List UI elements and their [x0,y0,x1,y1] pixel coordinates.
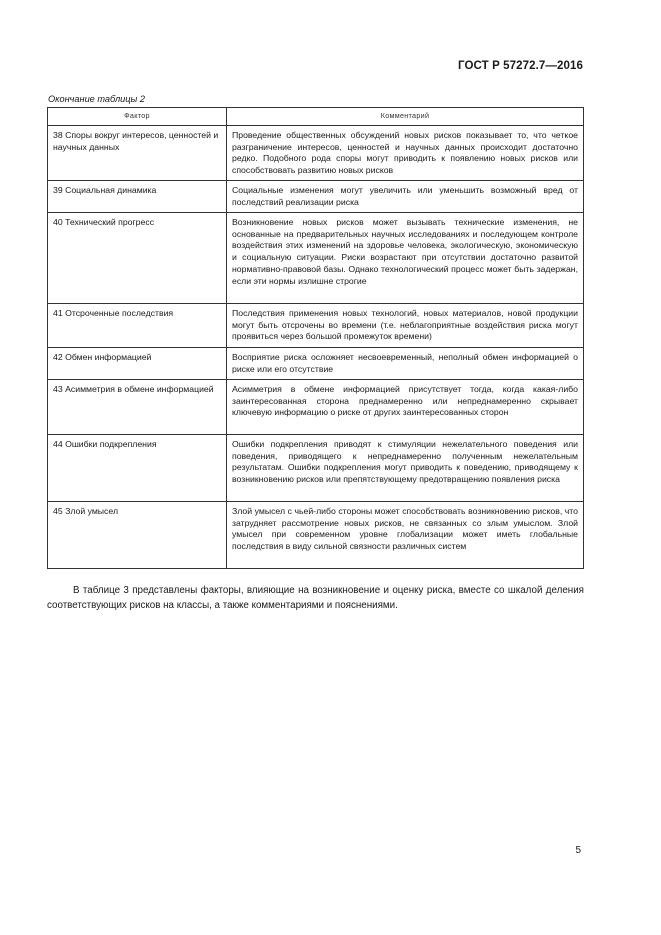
factor-cell: 41 Отсроченные последствия [48,304,227,348]
page-number: 5 [575,845,581,856]
table-row [48,213,584,304]
column-header-factor: Фактор [48,108,227,126]
comment-cell: Ошибки подкрепления приводят к стимуляции нежелательного поведения или поведения, приводящего к непреднамеренно полученным нежелательным результатам. Ошибки подкрепления могут приводить к поведению, приводящему к возникновению рисков или препятствующему предотвращению появления риска [227,435,584,502]
comment-cell: Возникновение новых рисков может вызывать технические изменения, не основанные на предварительных научных исследованиях и последующем контроле воздействия этих изменений на здоровье человека, экологическую, экономическую и социальную ситуации. Риски возрастают при отсутствии достаточно развитой нормативно-правовой базы. Однако технологический процесс может быть задержан, если эти нормы излишне строгие [227,213,584,304]
table-row [48,435,584,502]
factor-cell: 44 Ошибки подкрепления [48,435,227,502]
table-row [48,304,584,348]
comment-cell: Социальные изменения могут увеличить или уменьшить возможный вред от последствий реализации риска [227,181,584,213]
table-row [48,126,584,181]
comment-cell: Восприятие риска осложняет несвоевременный, неполный обмен информацией о риске или его отсутствие [227,348,584,380]
comment-cell: Злой умысел с чьей-либо стороны может способствовать возникновению рисков, что затрудняет рассмотрение новых рисков, не связанных со злым умыслом. Злой умысел при современном уровне глобализации может иметь глобальные последствия в виду сильной связности различных систем [227,502,584,569]
table-header-row [48,108,584,126]
factor-cell: 39 Социальная динамика [48,181,227,213]
factor-cell: 38 Споры вокруг интересов, ценностей и научных данных [48,126,227,181]
table-row [48,181,584,213]
factor-cell: 40 Технический прогресс [48,213,227,304]
table-row [48,502,584,569]
table-row [48,380,584,435]
factor-cell: 45 Злой умысел [48,502,227,569]
column-header-comment: Комментарий [227,108,584,126]
table-row [48,348,584,380]
factor-cell: 42 Обмен информацией [48,348,227,380]
factor-cell: 43 Асимметрия в обмене информацией [48,380,227,435]
comment-cell: Проведение общественных обсуждений новых рисков показывает то, что четкое разграничение интересов, ценностей и научных данных происходит достаточно редко. Подобного рода споры могут приводить к появлению новых рисков или способствовать развитию новых рисков [227,126,584,181]
table-caption: Окончание таблицы 2 [48,94,145,104]
comment-cell: Последствия применения новых технологий, новых материалов, новой продукции могут быть отсрочены во времени (т.е. неблагоприятные воздействия риска могут проявиться через большой промежуток времени) [227,304,584,348]
factors-table [47,107,584,569]
body-paragraph: В таблице 3 представлены факторы, влияющие на возникновение и оценку риска, вместе со шкалой деления соответствующих рисков на классы, а также комментариями и пояснениями. [47,585,584,611]
comment-cell: Асимметрия в обмене информацией присутствует тогда, когда какая-либо заинтересованная сторона преднамеренно или непреднамеренно скрывает ключевую информацию о риске от других заинтересованных сторон [227,380,584,435]
document-header: ГОСТ Р 57272.7—2016 [458,60,583,72]
